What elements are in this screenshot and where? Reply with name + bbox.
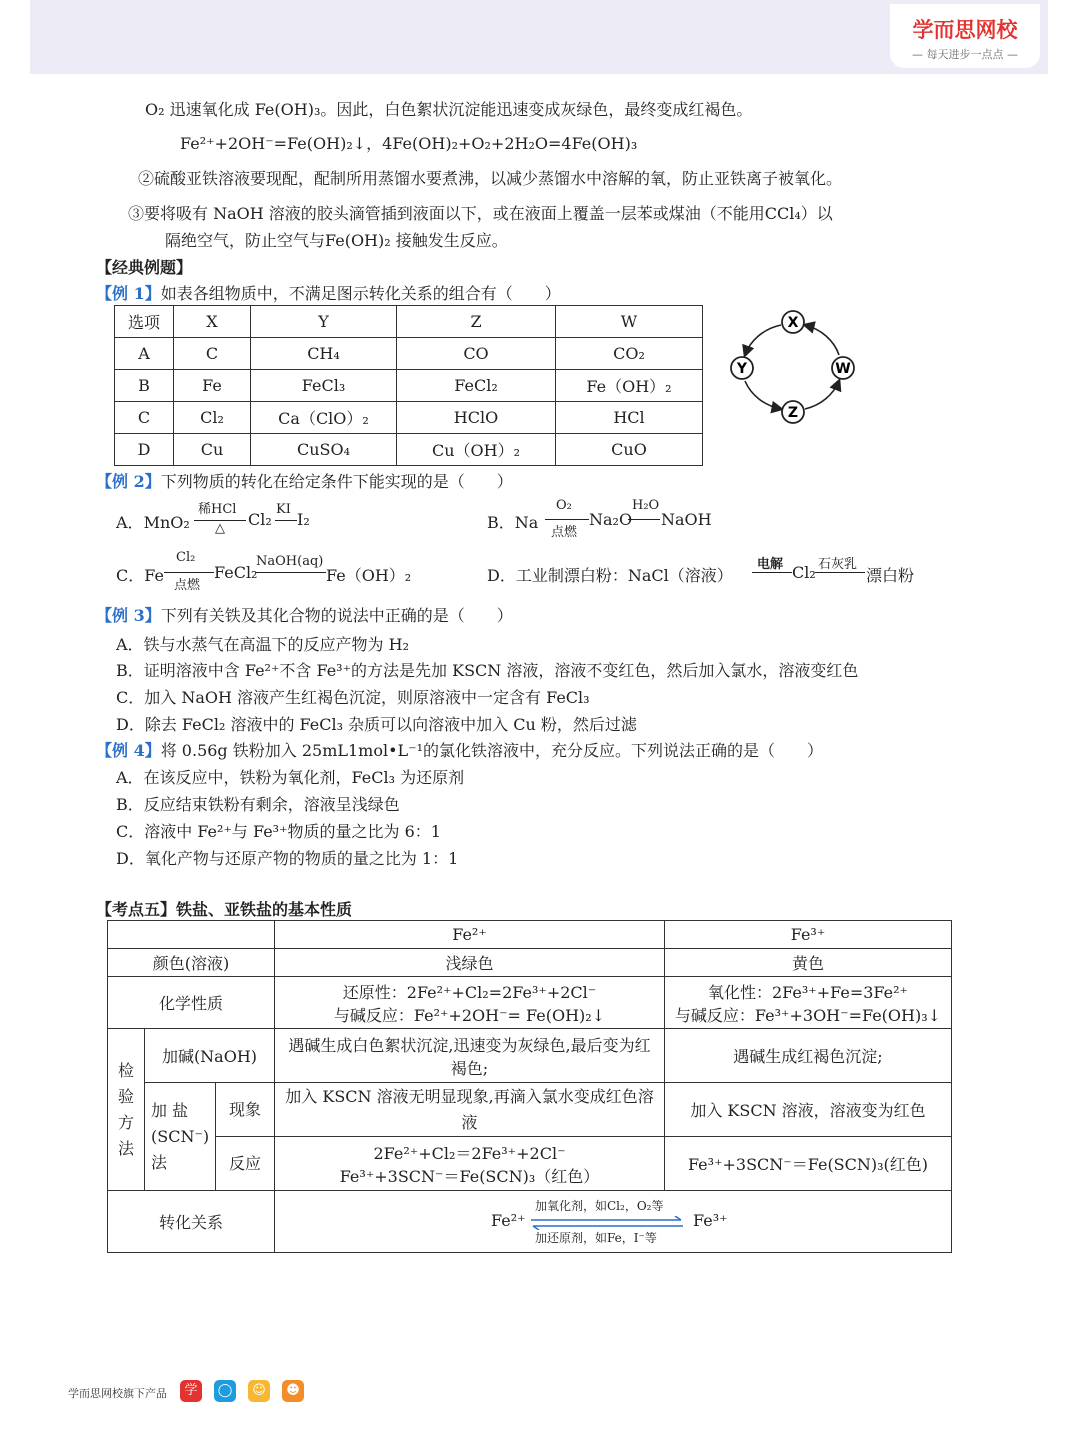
table-row [108, 977, 952, 1029]
table-header: W [556, 306, 703, 338]
arrow-w-to-x [805, 325, 839, 355]
table-cell: Cu [174, 434, 251, 466]
species: MnO₂ [143, 513, 190, 532]
arrow-condition: △ [215, 521, 225, 536]
table-cell: 黄色 [665, 949, 952, 977]
table-cell [665, 977, 952, 1029]
species: 工业制漂白粉：NaCl（溶液） [515, 566, 733, 585]
arrow-condition: 点燃 [551, 525, 578, 540]
table-header: Z [397, 306, 556, 338]
example-3-option-a: A．铁与水蒸气在高温下的反应产物为 H₂ [116, 635, 410, 654]
option-label: B． [487, 513, 515, 532]
table-cell: Ca（ClO）₂ [251, 402, 397, 434]
species: Fe²⁺ [491, 1210, 526, 1230]
table-row [115, 370, 703, 402]
table-cell: 遇碱生成白色絮状沉淀,迅速变为灰绿色,最后变为红褐色; [275, 1029, 665, 1083]
table-header: Y [251, 306, 397, 338]
table-row [108, 1137, 952, 1191]
row-label: 加碱(NaOH) [145, 1029, 275, 1083]
option-label: A． [116, 513, 144, 532]
double-arrow [529, 1216, 689, 1230]
arrow-y-to-z [745, 381, 781, 409]
brand-logo [890, 4, 1040, 68]
table-cell: Fe [174, 370, 251, 402]
cell-line: 与碱反应：Fe²⁺+2OH⁻= Fe(OH)₂↓ [333, 1005, 606, 1025]
species: Cl₂ [248, 510, 272, 529]
intro-line-5: 隔绝空气，防止空气与Fe(OH)₂ 接触发生反应。 [165, 231, 508, 250]
cell-line: 还原性：2Fe²⁺+Cl₂=2Fe³⁺+2Cl⁻ [342, 982, 597, 1002]
ex2-option-a [116, 510, 190, 533]
table-cell: Fe³⁺+3SCN⁻＝Fe(SCN)₃(红色) [665, 1137, 952, 1191]
table-cell: 遇碱生成红褐色沉淀; [665, 1029, 952, 1083]
table-cell: CO [397, 338, 556, 370]
section-title-fe-salts: 【考点五】铁盐、亚铁盐的基本性质 [96, 900, 353, 919]
conversion-cycle-diagram [728, 308, 858, 428]
row-label: 加 盐(SCN⁻)法 [145, 1083, 216, 1191]
example-3-tag: 【例 3】 [96, 606, 161, 625]
app-icon-character[interactable]: ☻ [282, 1380, 304, 1402]
species: Fe³⁺ [693, 1210, 728, 1230]
example-1-text: 如表各组物质中，不满足图示转化关系的组合有（ ） [160, 284, 561, 303]
reaction-arrow [815, 572, 865, 573]
table-cell: CuO [556, 434, 703, 466]
arrow-z-to-w [805, 381, 839, 409]
table-cell: 浅绿色 [275, 949, 665, 977]
fe-salt-properties-table [107, 920, 952, 1253]
row-label: 检验方法 [108, 1029, 145, 1191]
reaction-arrow [256, 572, 326, 573]
species: Na₂O [589, 510, 633, 529]
cell-line: 氧化性：2Fe³⁺+Fe=3Fe²⁺ [708, 982, 908, 1002]
example-4-option-c: C．溶液中 Fe²⁺与 Fe³⁺物质的量之比为 6：1 [116, 822, 441, 841]
node-y-label: Y [736, 361, 748, 377]
table-row [108, 1029, 952, 1083]
arrow-condition: Cl₂ [176, 550, 196, 565]
row-label: 反应 [216, 1137, 275, 1191]
intro-line-3: ②硫酸亚铁溶液要现配，配制所用蒸馏水要煮沸，以减少蒸馏水中溶解的氧，防止亚铁离子被氧化。 [138, 169, 843, 188]
reaction-arrow [164, 572, 214, 573]
table-cell: 加入 KSCN 溶液无明显现象,再滴入氯水变成红色溶液 [275, 1083, 665, 1137]
intro-line-1: O₂ 迅速氧化成 Fe(OH)₃。因此，白色絮状沉淀能迅速变成灰绿色，最终变成红褐色。 [145, 100, 753, 119]
table-cell [275, 1137, 665, 1191]
brand-name: 学而思网校 [912, 18, 1018, 42]
conversion-diagram [483, 1197, 743, 1247]
app-icon-xue[interactable]: 学 [180, 1380, 202, 1402]
table-cell: B [115, 370, 174, 402]
arrow-condition: H₂O [632, 498, 660, 513]
example-1-table [114, 305, 703, 466]
table-cell: CO₂ [556, 338, 703, 370]
table-cell: C [115, 402, 174, 434]
intro-line-4: ③要将吸有 NaOH 溶液的胶头滴管插到液面以下，或在液面上覆盖一层苯或煤油（不能用CCl₄）以 [128, 204, 833, 223]
ex2-option-c [116, 563, 164, 586]
app-icon-search[interactable]: ◯ [214, 1380, 236, 1402]
arrow-condition: 加还原剂，如Fe，I⁻等 [535, 1230, 657, 1245]
example-4-option-b: B．反应结束铁粉有剩余，溶液呈浅绿色 [116, 795, 400, 814]
row-label: 现象 [216, 1083, 275, 1137]
arrow-condition: 石灰乳 [818, 557, 858, 572]
node-x-label: X [787, 315, 799, 331]
brand-slogan: — 每天进步一点点 — [912, 48, 1018, 61]
table-cell: Fe（OH）₂ [556, 370, 703, 402]
arrow-condition: 加氧化剂，如Cl₂，O₂等 [535, 1198, 664, 1213]
table-row [115, 338, 703, 370]
table-cell: FeCl₃ [251, 370, 397, 402]
species: Na [514, 513, 539, 532]
table-cell: FeCl₂ [397, 370, 556, 402]
example-4-option-d: D．氧化产物与还原产物的物质的量之比为 1：1 [116, 849, 459, 868]
example-3-option-c: C．加入 NaOH 溶液产生红褐色沉淀，则原溶液中一定含有 FeCl₃ [116, 688, 590, 707]
table-header-empty [108, 921, 275, 949]
species: I₂ [297, 510, 310, 529]
example-2-question [96, 469, 513, 492]
arrow-condition: KI [276, 502, 291, 517]
reaction-arrow [275, 520, 297, 521]
option-label: D． [487, 566, 516, 585]
cell-line: 2Fe²⁺+Cl₂＝2Fe³⁺+2Cl⁻ [373, 1143, 566, 1163]
conversion-cell [275, 1191, 952, 1253]
option-label: C． [116, 566, 145, 585]
reaction-arrow [752, 572, 792, 573]
section-title-examples: 【经典例题】 [96, 258, 193, 277]
table-cell: CH₄ [251, 338, 397, 370]
cell-line: 与碱反应：Fe³⁺+3OH⁻=Fe(OH)₃↓ [674, 1005, 942, 1025]
arrow-condition: 稀HCl [198, 502, 237, 517]
example-3-option-b: B．证明溶液中含 Fe²⁺不含 Fe³⁺的方法是先加 KSCN 溶液，溶液不变红色，然后加入氯水，溶液变红色 [116, 661, 859, 680]
reaction-arrow [545, 519, 589, 520]
cell-line: Fe³⁺+3SCN⁻＝Fe(SCN)₃（红色） [339, 1166, 600, 1186]
arrow-condition: 电解 [757, 557, 784, 572]
table-cell: 加入 KSCN 溶液，溶液变为红色 [665, 1083, 952, 1137]
table-row [108, 1191, 952, 1253]
species: Fe（OH）₂ [326, 566, 412, 585]
table-row [108, 1083, 952, 1137]
ex2-option-b [487, 510, 538, 533]
table-cell: HCl [556, 402, 703, 434]
arrow-condition: 点燃 [174, 578, 201, 593]
species: 漂白粉 [866, 566, 915, 585]
arrow-condition: O₂ [556, 498, 572, 513]
table-cell: Cu（OH）₂ [397, 434, 556, 466]
node-w-label: W [835, 361, 851, 377]
arrow-condition: NaOH(aq) [256, 554, 324, 569]
table-cell: Cl₂ [174, 402, 251, 434]
table-header-row [115, 306, 703, 338]
example-4-tag: 【例 4】 [96, 741, 161, 760]
footer-text: 学而思网校旗下产品 [68, 1387, 167, 1400]
example-4-question [96, 738, 823, 761]
example-4-text: 将 0.56g 铁粉加入 25mL1mol•L⁻¹的氯化铁溶液中，充分反应。下列说法正确的是（ ） [160, 741, 824, 760]
arrow-x-to-y [745, 325, 781, 355]
table-cell: HClO [397, 402, 556, 434]
intro-equation: Fe²⁺+2OH⁻=Fe(OH)₂↓，4Fe(OH)₂+O₂+2H₂O=4Fe(OH)₃ [180, 134, 638, 153]
species: NaOH [661, 510, 712, 529]
table-row [115, 434, 703, 466]
example-2-text: 下列物质的转化在给定条件下能实现的是（ ） [160, 472, 513, 491]
table-header: Fe²⁺ [275, 921, 665, 949]
example-1-tag: 【例 1】 [96, 284, 161, 303]
example-2-tag: 【例 2】 [96, 472, 161, 491]
table-cell [275, 977, 665, 1029]
table-row [115, 402, 703, 434]
example-3-text: 下列有关铁及其化合物的说法中正确的是（ ） [160, 606, 513, 625]
table-header: X [174, 306, 251, 338]
row-label: 颜色(溶液) [108, 949, 275, 977]
table-cell: CuSO₄ [251, 434, 397, 466]
example-3-question [96, 603, 513, 626]
ex2-option-d [487, 563, 733, 586]
reaction-arrow [628, 519, 660, 520]
row-label: 化学性质 [108, 977, 275, 1029]
table-row [108, 949, 952, 977]
table-cell: C [174, 338, 251, 370]
table-cell: A [115, 338, 174, 370]
species: FeCl₂ [214, 563, 258, 582]
table-header: 选项 [115, 306, 174, 338]
example-3-option-d: D．除去 FeCl₂ 溶液中的 FeCl₃ 杂质可以向溶液中加入 Cu 粉，然后过滤 [116, 715, 637, 734]
table-cell: D [115, 434, 174, 466]
species: Fe [144, 566, 164, 585]
row-label: 转化关系 [108, 1191, 275, 1253]
example-4-option-a: A．在该反应中，铁粉为氧化剂，FeCl₃ 为还原剂 [116, 768, 465, 787]
table-header: Fe³⁺ [665, 921, 952, 949]
species: Cl₂ [792, 563, 816, 582]
table-header-row [108, 921, 952, 949]
app-icon-kid[interactable]: ☺ [248, 1380, 270, 1402]
node-z-label: Z [787, 405, 799, 421]
example-1-question [96, 281, 561, 304]
